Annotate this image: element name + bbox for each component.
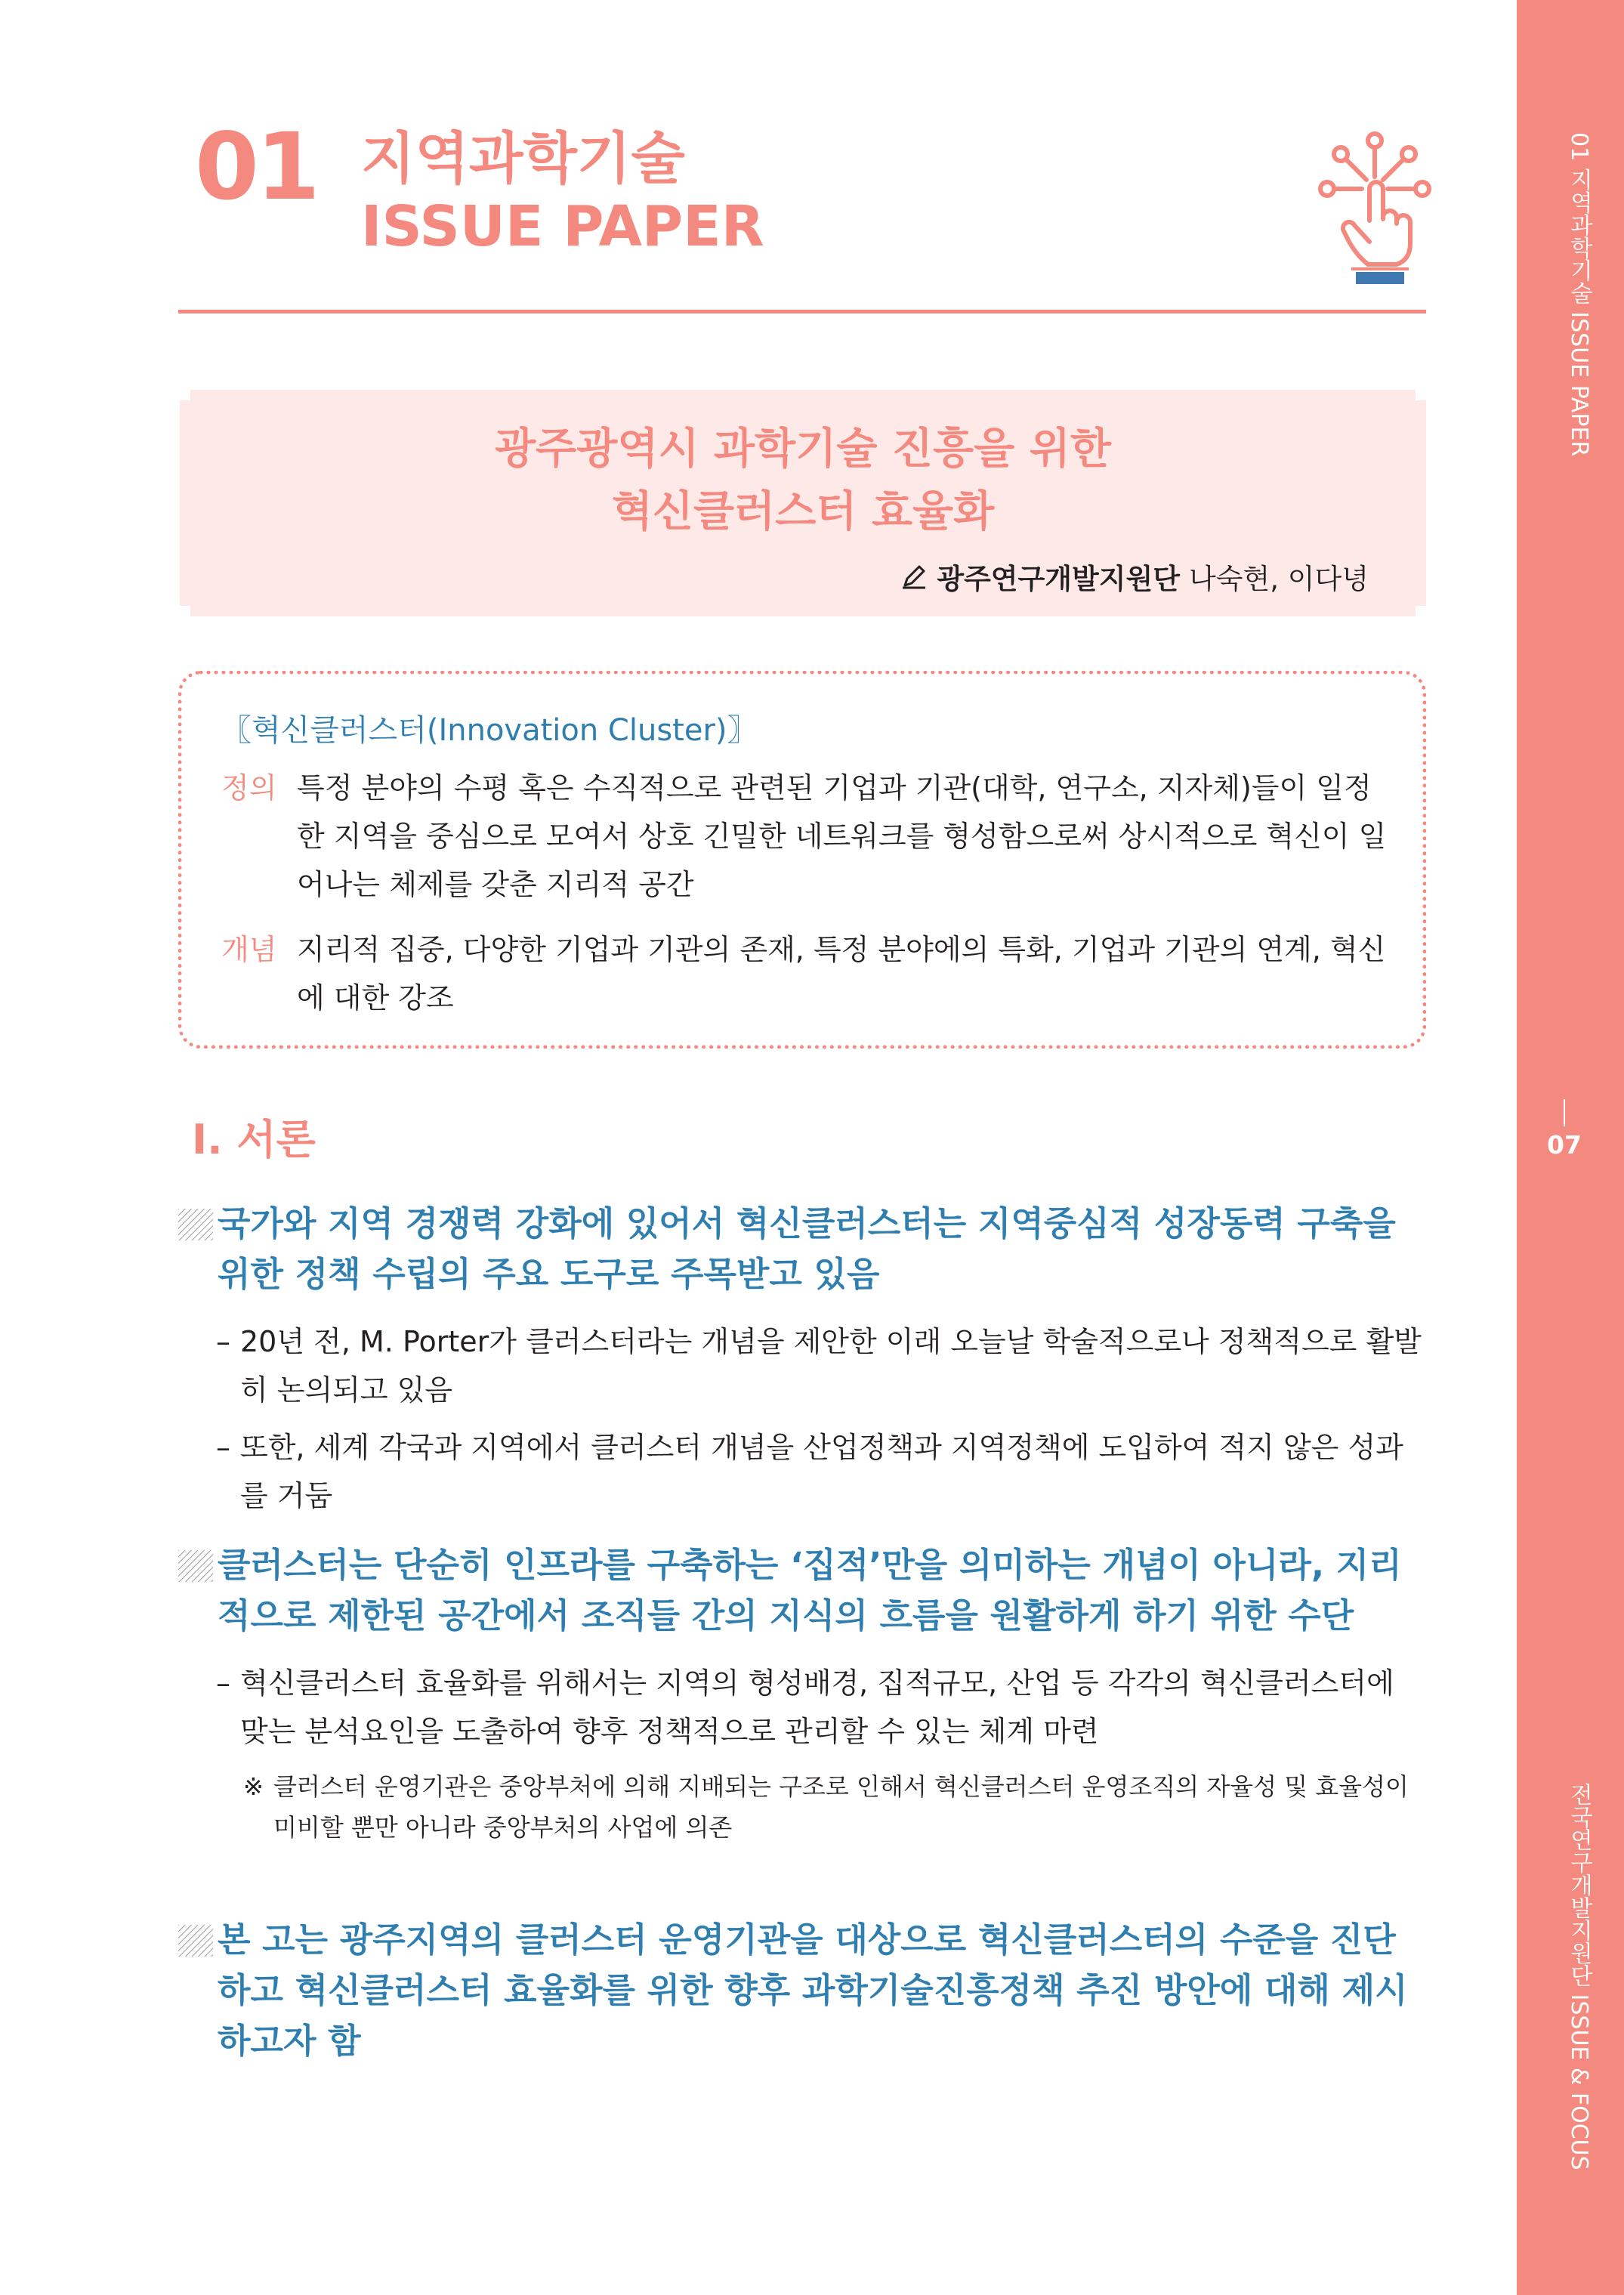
page-number-divider [1564,1099,1565,1126]
key-point [178,1540,1426,1641]
header-title: 지역과학기술 [361,126,685,191]
header-subtitle: ISSUE PAPER [361,194,764,259]
note-marker: ※ [243,1772,264,1801]
key-point [178,1914,1426,2066]
concept-row [221,925,1392,1022]
dash-marker: – [216,1431,230,1464]
sub-point [216,1317,1426,1414]
key-point-text: 클러스터는 단순히 인프라를 구축하는 ‘집적’만을 의미하는 개념이 아니라, 지리적으로 제한된 공간에서 조직들 간의 지식의 흐름을 원활하게 하기 위한 수단 [218,1545,1402,1636]
footnote [243,1766,1426,1848]
pencil-icon [900,563,928,590]
sub-point-text: 또한, 세계 각국과 지역에서 클러스터 개념을 산업정책과 지역정책에 도입하여 적지 않은 성과를 거둠 [240,1431,1403,1512]
running-footer: 전국연구개발지원단 ISSUE & FOCUS [1566,1783,1592,2170]
dash-marker: – [216,1666,230,1700]
sub-point-text: 혁신클러스터 효율화를 위해서는 지역의 형성배경, 집적규모, 산업 등 각각의 혁신클러스터에 맞는 분석요인을 도출하여 향후 정책적으로 관리할 수 있는 체계 마련 [240,1666,1394,1748]
definition-row [221,764,1392,909]
touch-network-icon [1318,130,1431,289]
definition-heading: 〖혁신클러스터(Innovation Cluster)〗 [221,713,758,748]
author-line [900,556,1369,597]
sub-point-text: 20년 전, M. Porter가 클러스터라는 개념을 제안한 이래 오늘날 학술적으로나 정책적으로 활발히 논의되고 있음 [240,1325,1422,1407]
corner-notch [1416,606,1426,616]
sub-point [216,1423,1426,1520]
section-title: Ⅰ. 서론 [192,1116,316,1163]
hatch-bullet-icon [178,1925,213,1957]
header-rule [178,310,1426,314]
corner-notch [180,606,190,616]
article-title-line1: 광주광역시 과학기술 진흥을 위한 [495,425,1111,474]
concept-text: 지리적 집중, 다양한 기업과 기관의 존재, 특정 분야에의 특화, 기업과 기관의 연계, 혁신에 대한 강조 [297,933,1386,1015]
key-point-text: 국가와 지역 경쟁력 강화에 있어서 혁신클러스터는 지역중심적 성장동력 구축을 위한 정책 수립의 주요 도구로 주목받고 있음 [218,1203,1396,1294]
author-names: 나숙현, 이다녕 [1189,563,1369,595]
concept-label: 개념 [221,933,277,966]
page-number: 07 [1547,1130,1582,1160]
definition-label: 정의 [221,771,277,805]
author-org: 광주연구개발지원단 [937,563,1181,595]
corner-notch [180,390,190,400]
hatch-bullet-icon [178,1550,213,1582]
sub-point [216,1659,1426,1756]
dash-marker: – [216,1325,230,1358]
article-title-box [180,390,1426,616]
running-header: 01 지역과학기술 ISSUE PAPER [1566,132,1592,457]
hatch-bullet-icon [178,1209,213,1240]
key-point [178,1198,1426,1299]
article-title-line2: 혁신클러스터 효율화 [611,487,995,536]
corner-notch [1416,390,1426,400]
section-number: 01 [195,113,317,221]
key-point-text: 본 고는 광주지역의 클러스터 운영기관을 대상으로 혁신클러스터의 수준을 진단하고 혁신클러스터 효율화를 위한 향후 과학기술진흥정책 추진 방안에 대해 제시하고자 함 [218,1920,1408,2061]
footnote-text: 클러스터 운영기관은 중앙부처에 의해 지배되는 구조로 인해서 혁신클러스터 운영조직의 자율성 및 효율성이 미비할 뿐만 아니라 중앙부처의 사업에 의존 [273,1772,1409,1842]
definition-box [178,671,1426,1049]
definition-text: 특정 분야의 수평 혹은 수직적으로 관련된 기업과 기관(대학, 연구소, 지자체)들이 일정한 지역을 중심으로 모여서 상호 긴밀한 네트워크를 형성함으로써 상시적으로 혁신이 일어나는 체제를 갖춘 지리적 공간 [297,771,1387,901]
